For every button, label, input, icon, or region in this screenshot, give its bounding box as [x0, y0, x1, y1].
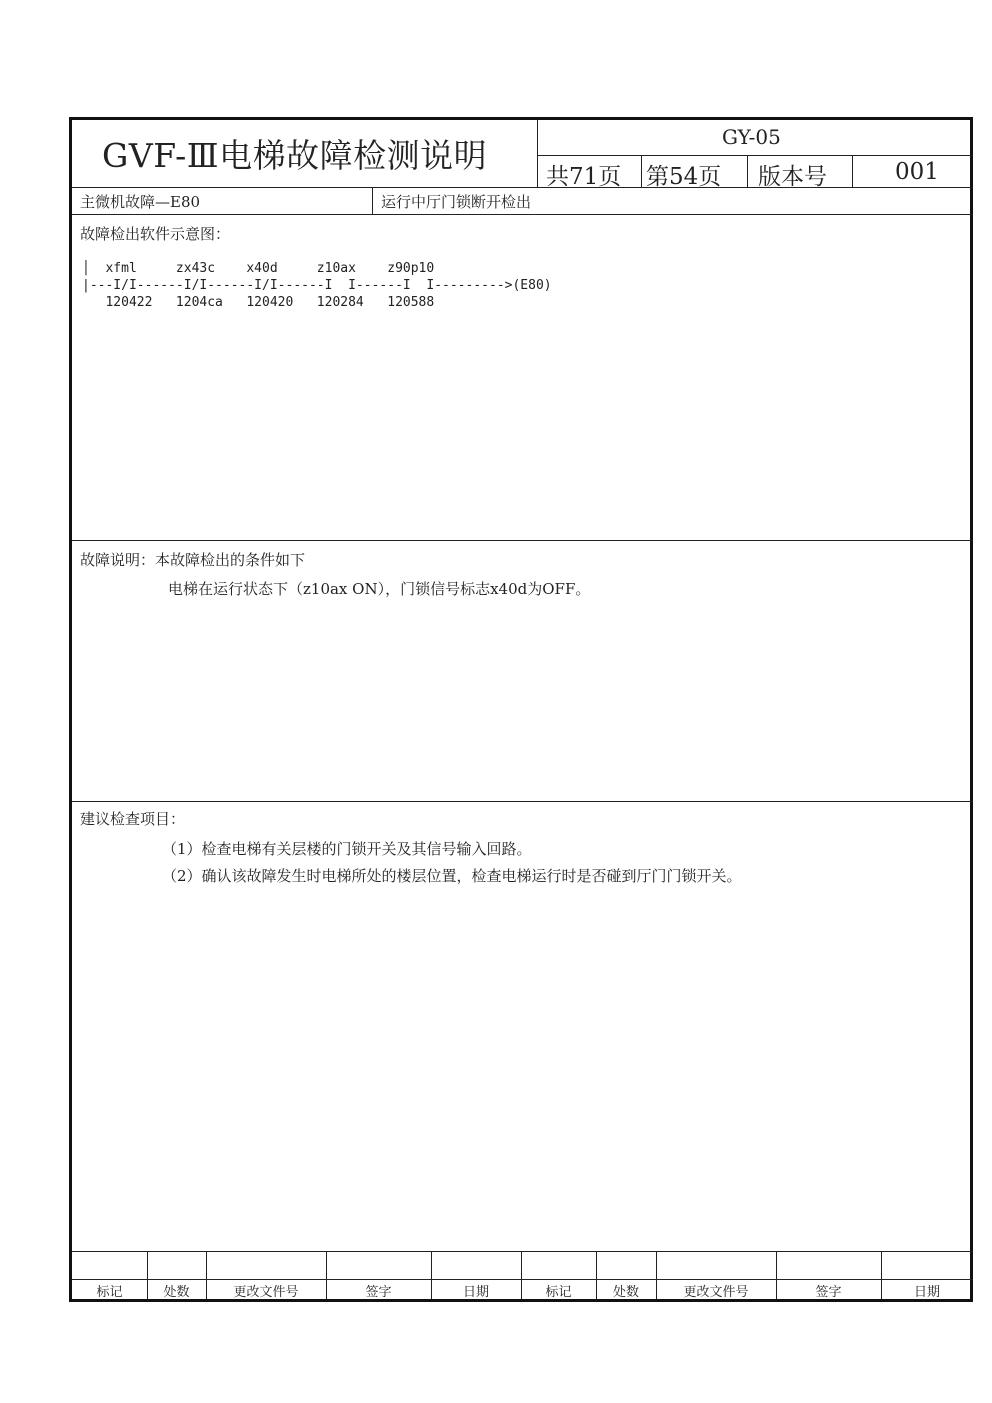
total-pages: 共71页 — [546, 164, 622, 190]
footer-signature-label: 签字 — [815, 1285, 842, 1300]
suggestion-item: （2）确认该故障发生时电梯所处的楼层位置，检查电梯运行时是否碰到厅门门锁开关。 — [162, 867, 742, 885]
page-number: 第54页 — [646, 164, 722, 190]
document-title: GVF-Ⅲ电梯故障检测说明 — [102, 136, 488, 175]
version-label: 版本号 — [758, 164, 827, 190]
ladder-diagram — [82, 260, 552, 311]
footer-count-label: 处数 — [163, 1285, 190, 1300]
footer-change-doc-label: 更改文件号 — [683, 1285, 749, 1300]
suggestion-item: （1）检查电梯有关层楼的门锁开关及其信号输入回路。 — [162, 840, 532, 858]
footer-top-rule — [72, 1251, 973, 1252]
explanation-text: 电梯在运行状态下（z10ax ON），门锁信号标志x40d为OFF。 — [168, 580, 591, 598]
explanation-heading: 故障说明：本故障检出的条件如下 — [80, 551, 306, 569]
document-frame — [69, 117, 973, 1302]
diagram-addresses: 120422 1204ca 120420 120284 120588 — [82, 295, 435, 310]
footer-count-label: 处数 — [612, 1285, 639, 1300]
footer-signature-label: 签字 — [365, 1285, 392, 1300]
footer-date-label: 日期 — [462, 1285, 489, 1300]
header-rule — [537, 155, 973, 156]
diagram-ladder-line: |---I/I------I/I------I/I------I I------I I--------->(E80) — [82, 278, 552, 293]
footer-mark-label: 标记 — [545, 1285, 572, 1300]
fault-description: 运行中厅门锁断开检出 — [381, 193, 532, 211]
document-code: GY-05 — [722, 125, 781, 149]
diagram-heading: 故障检出软件示意图： — [80, 225, 231, 243]
diagram-contacts: │ xfml zx43c x40d z10ax z90p10 — [82, 261, 435, 276]
suggestion-heading: 建议检查项目： — [80, 810, 186, 828]
header-divider — [537, 120, 538, 187]
fault-name: 主微机故障—E80 — [80, 193, 201, 211]
header-bottom-rule — [72, 187, 973, 188]
version-value: 001 — [895, 159, 939, 185]
footer-change-doc-label: 更改文件号 — [233, 1285, 299, 1300]
footer-mark-label: 标记 — [96, 1285, 123, 1300]
footer-date-label: 日期 — [913, 1285, 940, 1300]
